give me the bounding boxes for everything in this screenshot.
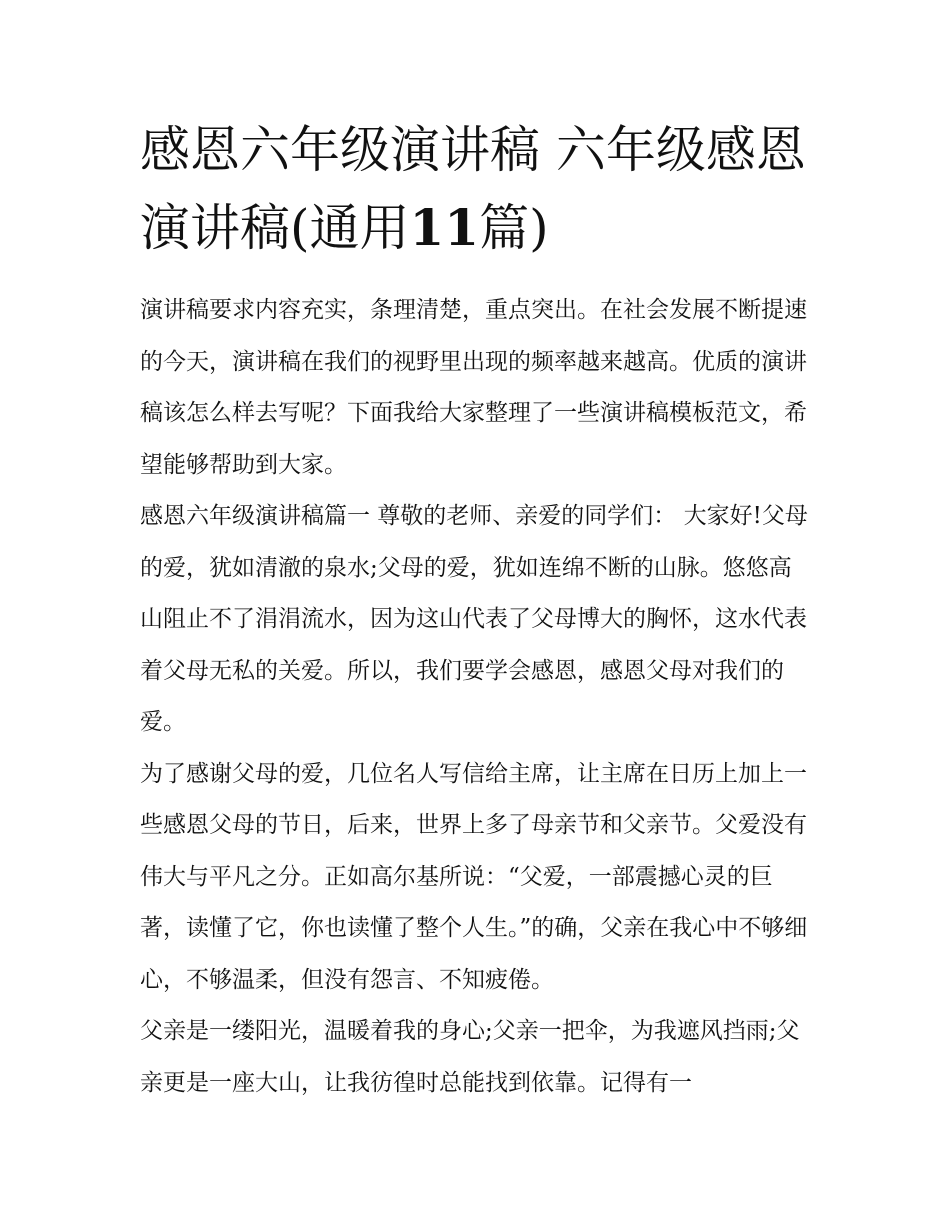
title-text: 感恩六年级演讲稿 六年级感恩演讲稿(通用 [140,121,806,257]
speech-paragraph: 父亲是一缕阳光，温暖着我的身心;父亲一把伞，为我遮风挡雨;父亲更是一座大山，让我彷徨时总能找到依靠。记得有一 [140,1018,800,1096]
document-body [140,285,812,1109]
intro-paragraph: 演讲稿要求内容充实，条理清楚，重点突出。在社会发展不断提速的今天，演讲稿在我们的视野里出现的频率越来越高。优质的演讲稿该怎么样去写呢？下面我给大家整理了一些演讲稿模板范文，希望能够帮助到大家。 [140,297,807,478]
title-number: 11 [409,198,480,257]
speech-paragraph: 为了感谢父母的爱，几位名人写信给主席，让主席在日历上加上一些感恩父母的节日，后来，世界上多了母亲节和父亲节。父爱没有伟大与平凡之分。正如高尔基所说：“父爱，一部震撼心灵的巨著，读懂了它，你也读懂了整个人生。”的确，父亲在我心中不够细心，不够温柔，但没有怨言、不知疲倦。 [140,760,808,993]
document-content [140,112,812,1109]
speech-paragraph: 感恩六年级演讲稿篇一 尊敬的老师、亲爱的同学们： 大家好!父母的爱，犹如清澈的泉水;父母的爱，犹如连绵不断的山脉。悠悠高山阻止不了涓涓流水，因为这山代表了父母博大的胸怀，这水代表着父母无私的关爱。所以，我们要学会感恩，感恩父母对我们的爱。 [140,503,808,735]
document-title [140,112,812,267]
title-suffix: 篇) [479,199,549,257]
